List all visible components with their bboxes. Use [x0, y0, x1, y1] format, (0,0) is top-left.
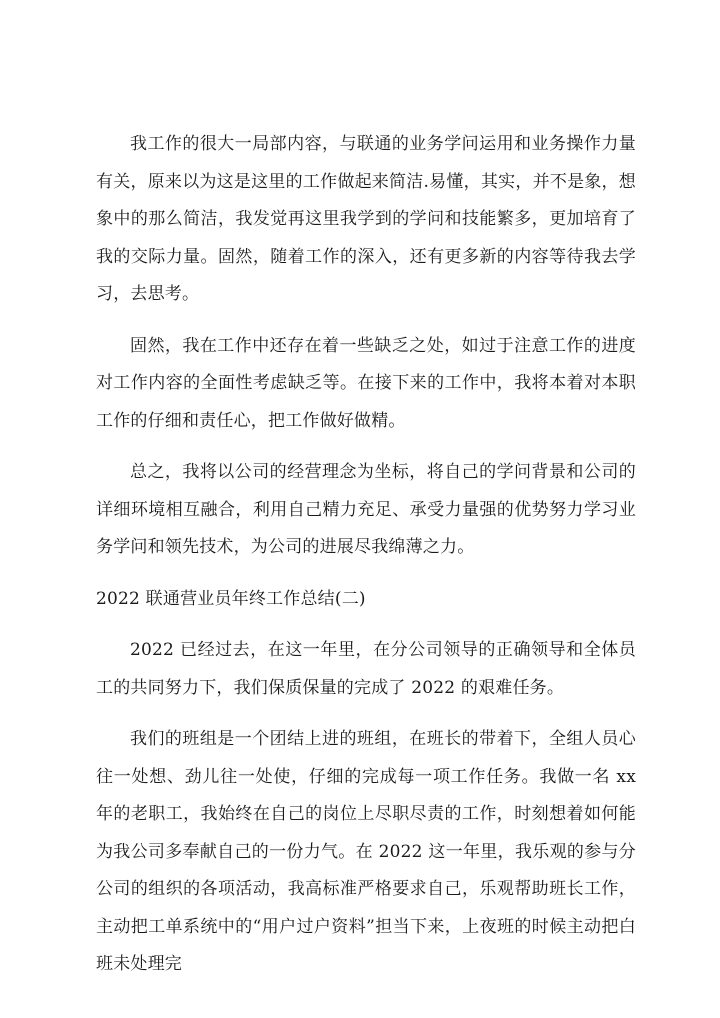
paragraph-work-content: 我工作的很大一局部内容，与联通的业务学问运用和业务操作力量有关，原来以为这是这里的工作做起来简洁.易懂，其实，并不是象，想象中的那么简洁，我发觉再这里我学到的学问和技能繁多，更加培育了我的交际力量。固然，随着工作的深入，还有更多新的内容等待我去学习，去思考。	[96, 134, 636, 304]
paragraph-year-review: 2022 已经过去，在这一年里，在分公司领导的正确领导和全体员工的共同努力下，我们保质保量的完成了 2022 的艰难任务。	[96, 640, 636, 698]
paragraph-team-work: 我们的班组是一个团结上进的班组，在班长的带着下，全组人员心往一处想、劲儿往一处使，仔细的完成每一项工作任务。我做一名 xx 年的老职工，我始终在自己的岗位上尽职尽责的工作，时刻想着如何能为我公司多奉献自己的一份力气。在 2022 这一年里，我乐观的参与分公司的组织的各项活动，我高标准严格要求自己，乐观帮助班长工作，主动把工单系统中的“用户过户资料”担当下来，上夜班的时候主动把白班未处理完	[96, 729, 636, 974]
document-page	[96, 126, 636, 998]
section-title: 2022 联通营业员年终工作总结(二)	[96, 588, 366, 609]
paragraph-shortcomings: 固然，我在工作中还存在着一些缺乏之处，如过于注意工作的进度对工作内容的全面性考虑缺乏等。在接下来的工作中，我将本着对本职工作的仔细和责任心，把工作做好做精。	[96, 335, 636, 431]
paragraph-conclusion: 总之，我将以公司的经营理念为坐标，将自己的学问背景和公司的详细环境相互融合，利用自己精力充足、承受力量强的优势努力学习业务学问和领先技术，为公司的进展尽我绵薄之力。	[96, 462, 636, 557]
